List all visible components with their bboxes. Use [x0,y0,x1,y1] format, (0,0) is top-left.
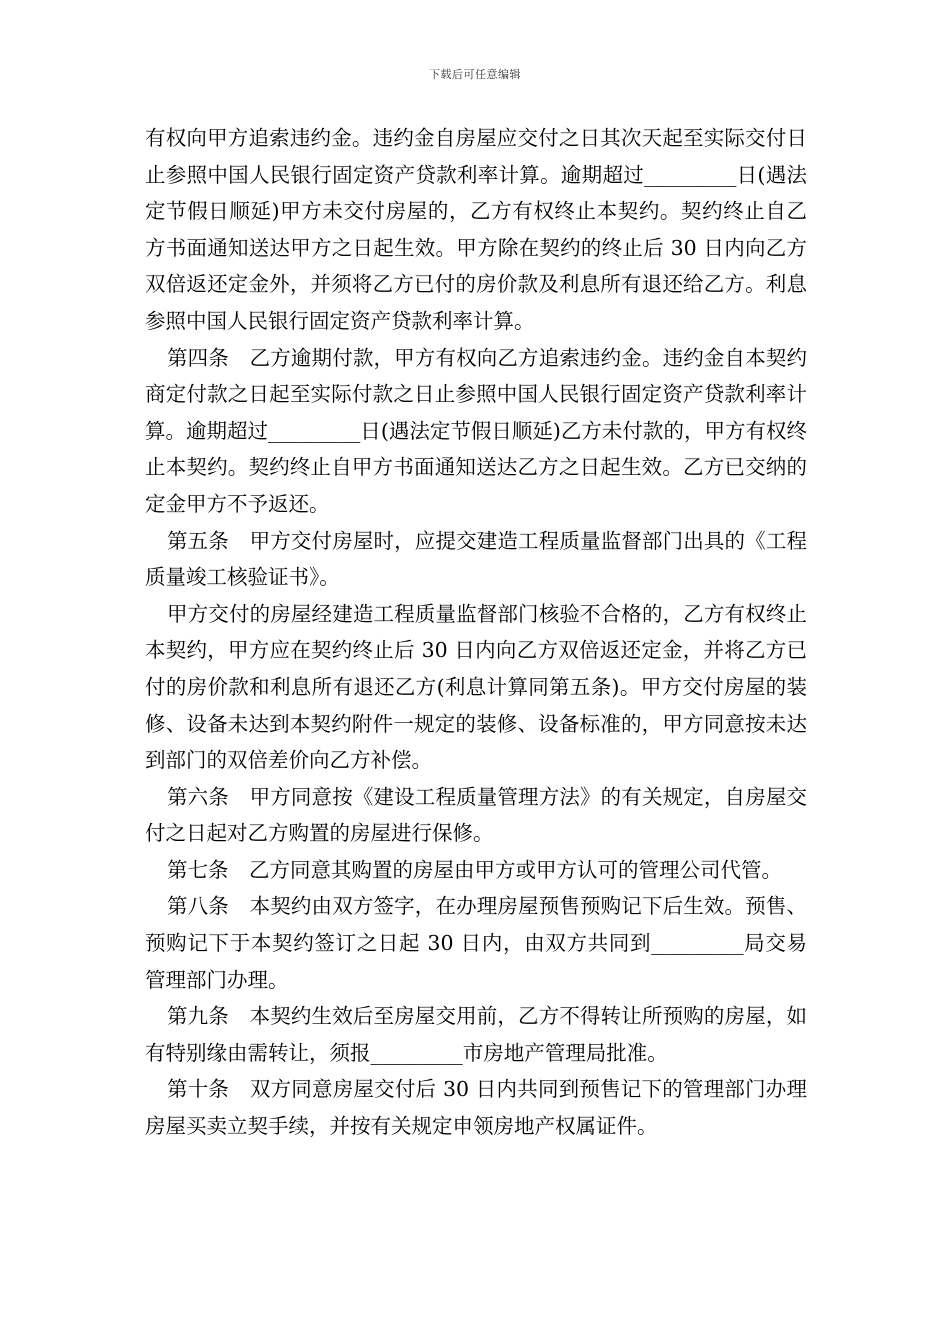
paragraph-penalty-continuation: 有权向甲方追索违约金。违约金自房屋应交付之日其次天起至实际交付日止参照中国人民银行固定资产贷款利率计算。逾期超过_________日(遇法定节假日顺延)甲方未交付房屋的，乙方有权终止本契约。契约终止自乙方书面通知送达甲方之日起生效。甲方除在契约的终止后 30 日内向乙方双倍返还定金外，并须将乙方已付的房价款及利息所有退还给乙方。利息参照中国人民银行固定资产贷款利率计算。 [145,126,807,333]
article-4-paragraph: 第四条 乙方逾期付款，甲方有权向乙方追索违约金。违约金自本契约商定付款之日起至实际付款之日止参照中国人民银行固定资产贷款利率计算。逾期超过_________日(遇法定节假日顺延)乙方未付款的，甲方有权终止本契约。契约终止自甲方书面通知送达乙方之日起生效。乙方已交纳的定金甲方不予返还。 [145,345,807,516]
article-7-paragraph: 第七条 乙方同意其购置的房屋由甲方或甲方认可的管理公司代管。 [167,857,782,882]
article-5-inspection-paragraph: 甲方交付的房屋经建造工程质量监督部门核验不合格的，乙方有权终止本契约，甲方应在契约终止后 30 日内向乙方双倍返还定金，并将乙方已付的房价款和利息所有退还乙方(利息计算同第五条)。甲方交付房屋的装修、设备未达到本契约附件一规定的装修、设备标准的，甲方同意按未达到部门的双倍差价向乙方补偿。 [145,601,807,773]
article-8-paragraph: 第八条 本契约由双方签字，在办理房屋预售预购记下后生效。预售、预购记下于本契约签订之日起 30 日内，由双方共同到_________局交易管理部门办理。 [145,894,807,992]
document-body [145,120,807,1145]
article-5-paragraph: 第五条 甲方交付房屋时，应提交建造工程质量监督部门出具的《工程质量竣工核验证书》。 [145,528,807,590]
article-10-paragraph: 第十条 双方同意房屋交付后 30 日内共同到预售记下的管理部门办理房屋买卖立契手续，并按有关规定申领房地产权属证件。 [145,1077,807,1139]
article-9-paragraph: 第九条 本契约生效后至房屋交用前，乙方不得转让所预购的房屋，如有特别缘由需转让，须报_________市房地产管理局批准。 [145,1004,807,1065]
page-header: 下载后可任意编辑 [429,68,521,81]
article-6-paragraph: 第六条 甲方同意按《建设工程质量管理方法》的有关规定，自房屋交付之日起对乙方购置的房屋进行保修。 [145,784,807,846]
